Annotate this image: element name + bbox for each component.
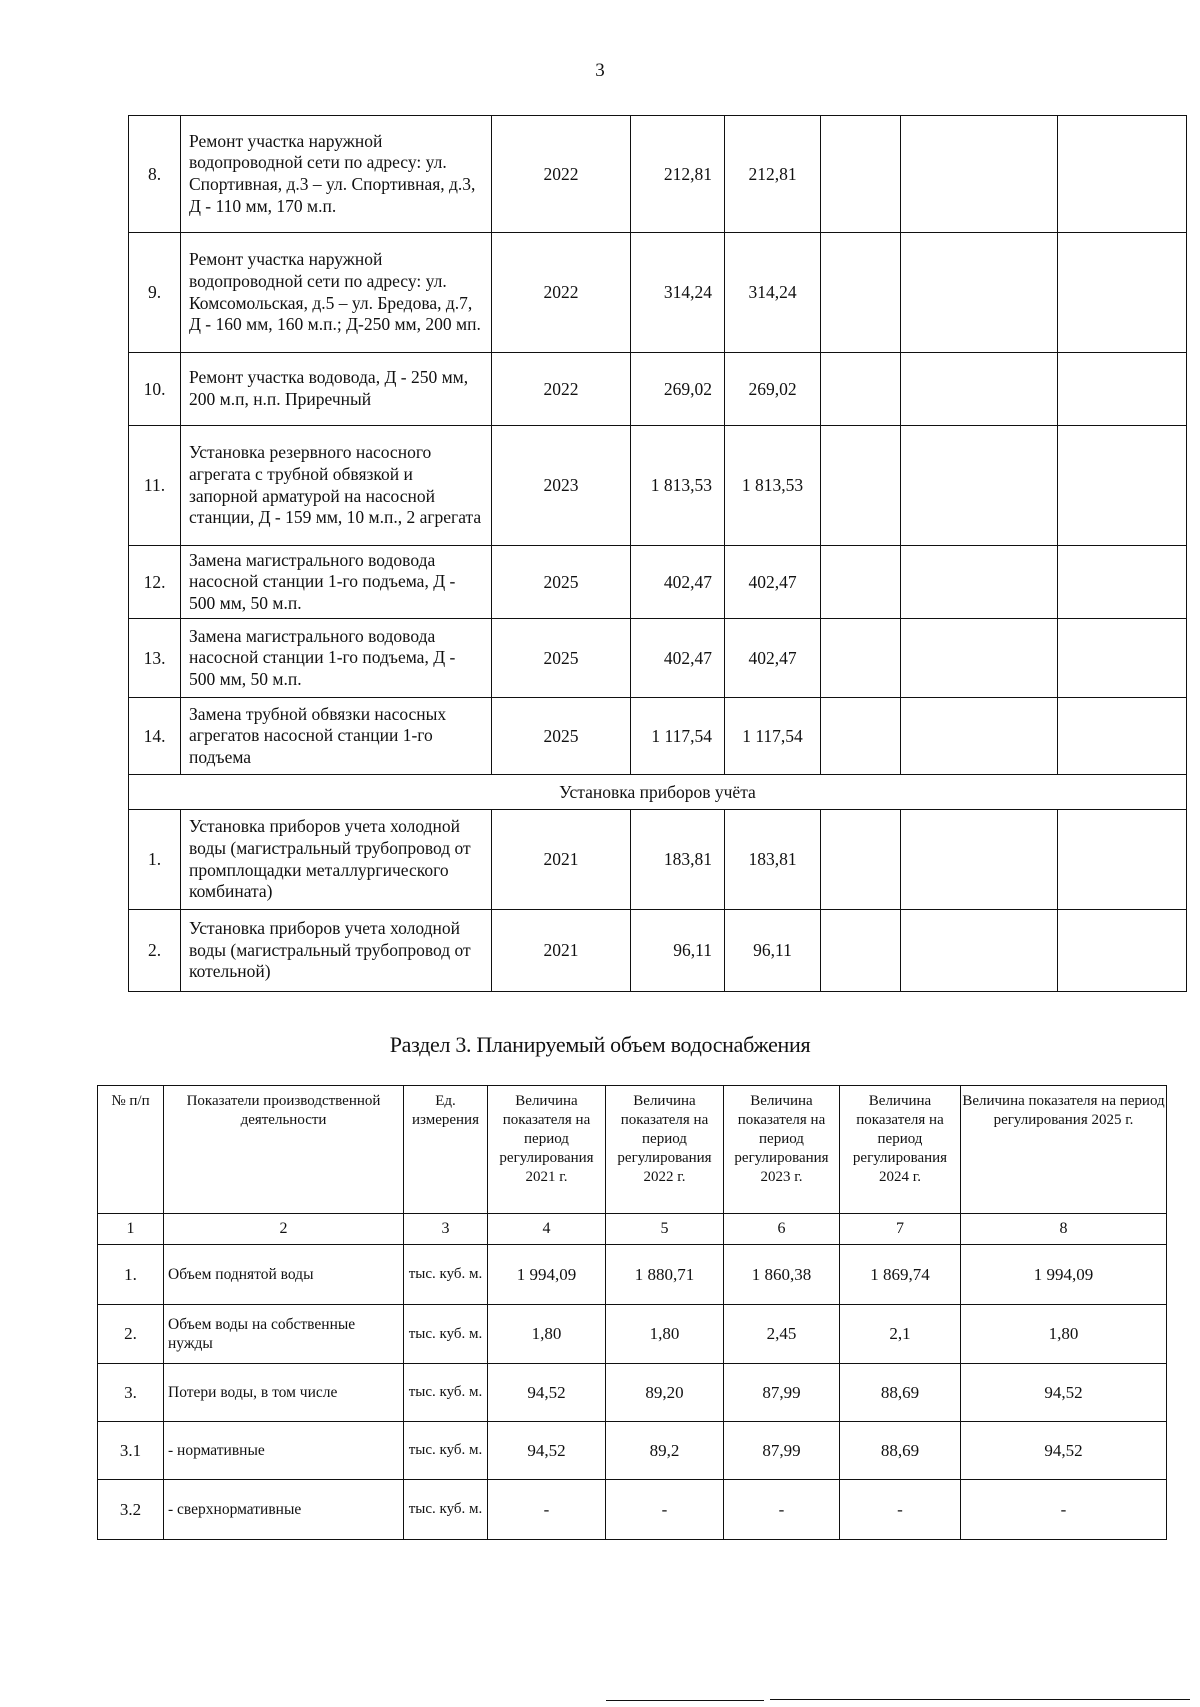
row-number: 3. — [98, 1364, 164, 1422]
page-number: 3 — [595, 60, 605, 81]
empty-cell — [821, 546, 901, 619]
empty-cell — [821, 426, 901, 546]
empty-cell — [821, 698, 901, 775]
row-description: Замена трубной обвязки насосных агрегатов насосной станции 1-го подъема — [181, 698, 492, 775]
row-year: 2025 — [492, 546, 631, 619]
table-row — [129, 546, 1187, 619]
row-cost: 402,47 — [631, 546, 725, 619]
row-label: - сверхнормативные — [164, 1480, 404, 1540]
empty-cell — [1058, 233, 1187, 353]
column-index-row — [98, 1214, 1167, 1245]
value-2024: 88,69 — [840, 1422, 961, 1480]
row-cost: 314,24 — [631, 233, 725, 353]
empty-cell — [1058, 810, 1187, 910]
column-index: 2 — [164, 1214, 404, 1245]
table-row — [129, 426, 1187, 546]
value-2025: 94,52 — [961, 1364, 1167, 1422]
table-row — [129, 810, 1187, 910]
column-index: 7 — [840, 1214, 961, 1245]
value-2024: - — [840, 1480, 961, 1540]
value-2025: - — [961, 1480, 1167, 1540]
row-cost: 183,81 — [631, 810, 725, 910]
row-description: Ремонт участка наружной водопроводной сети по адресу: ул. Комсомольская, д.5 – ул. Бредова, д.7, Д - 160 мм, 160 м.п.; Д-250 мм, 200 мп. — [181, 233, 492, 353]
value-2025: 94,52 — [961, 1422, 1167, 1480]
row-year: 2022 — [492, 353, 631, 426]
row-number: 12. — [129, 546, 181, 619]
table-row — [129, 233, 1187, 353]
row-unit: тыс. куб. м. — [404, 1305, 488, 1364]
row-cost-total: 96,11 — [725, 910, 821, 992]
row-cost: 96,11 — [631, 910, 725, 992]
row-number: 10. — [129, 353, 181, 426]
table-row — [129, 698, 1187, 775]
column-index: 1 — [98, 1214, 164, 1245]
empty-cell — [1058, 619, 1187, 698]
empty-cell — [821, 810, 901, 910]
row-cost: 1 117,54 — [631, 698, 725, 775]
empty-cell — [901, 810, 1058, 910]
row-year: 2025 — [492, 619, 631, 698]
row-description: Установка приборов учета холодной воды (магистральный трубопровод от промплощадки металлургического комбината) — [181, 810, 492, 910]
empty-cell — [1058, 546, 1187, 619]
empty-cell — [901, 353, 1058, 426]
header-cell: Величина показателя на период регулирования 2025 г. — [961, 1086, 1167, 1214]
row-number: 3.1 — [98, 1422, 164, 1480]
row-year: 2021 — [492, 910, 631, 992]
row-cost: 402,47 — [631, 619, 725, 698]
row-cost: 1 813,53 — [631, 426, 725, 546]
table-row — [98, 1245, 1167, 1305]
capital-repairs-table — [128, 115, 1187, 992]
empty-cell — [1058, 116, 1187, 233]
table-row — [98, 1480, 1167, 1540]
row-cost-total: 402,47 — [725, 619, 821, 698]
row-description: Установка резервного насосного агрегата с трубной обвязкой и запорной арматурой на насосной станции, Д - 159 мм, 10 м.п., 2 агрегата — [181, 426, 492, 546]
row-number: 13. — [129, 619, 181, 698]
table-row — [129, 116, 1187, 233]
empty-cell — [821, 619, 901, 698]
value-2022: 1,80 — [606, 1305, 724, 1364]
table-row — [129, 910, 1187, 992]
empty-cell — [821, 116, 901, 233]
value-2023: 87,99 — [724, 1422, 840, 1480]
row-label: Потери воды, в том числе — [164, 1364, 404, 1422]
value-2024: 2,1 — [840, 1305, 961, 1364]
row-cost: 212,81 — [631, 116, 725, 233]
section-label: Установка приборов учёта — [129, 775, 1187, 810]
footer-line-left — [606, 1700, 764, 1701]
value-2023: 87,99 — [724, 1364, 840, 1422]
column-index: 6 — [724, 1214, 840, 1245]
column-index: 4 — [488, 1214, 606, 1245]
row-number: 14. — [129, 698, 181, 775]
empty-cell — [901, 910, 1058, 992]
row-number: 1. — [129, 810, 181, 910]
row-cost-total: 183,81 — [725, 810, 821, 910]
section-row — [129, 775, 1187, 810]
row-cost-total: 314,24 — [725, 233, 821, 353]
value-2022: 1 880,71 — [606, 1245, 724, 1305]
empty-cell — [821, 353, 901, 426]
empty-cell — [1058, 353, 1187, 426]
row-unit: тыс. куб. м. — [404, 1364, 488, 1422]
row-label: Объем поднятой воды — [164, 1245, 404, 1305]
row-number: 1. — [98, 1245, 164, 1305]
row-cost-total: 212,81 — [725, 116, 821, 233]
column-index: 3 — [404, 1214, 488, 1245]
table-row — [129, 353, 1187, 426]
row-year: 2022 — [492, 116, 631, 233]
row-description: Замена магистрального водовода насосной станции 1-го подъема, Д - 500 мм, 50 м.п. — [181, 546, 492, 619]
row-cost-total: 269,02 — [725, 353, 821, 426]
empty-cell — [901, 116, 1058, 233]
column-index: 8 — [961, 1214, 1167, 1245]
empty-cell — [901, 233, 1058, 353]
header-cell: Величина показателя на период регулирования 2023 г. — [724, 1086, 840, 1214]
empty-cell — [901, 698, 1058, 775]
header-cell: № п/п — [98, 1086, 164, 1214]
value-2021: 1,80 — [488, 1305, 606, 1364]
value-2023: 2,45 — [724, 1305, 840, 1364]
row-description: Ремонт участка наружной водопроводной сети по адресу: ул. Спортивная, д.3 – ул. Спортивная, д.3, Д - 110 мм, 170 м.п. — [181, 116, 492, 233]
header-row — [98, 1086, 1167, 1214]
empty-cell — [1058, 910, 1187, 992]
row-number: 3.2 — [98, 1480, 164, 1540]
row-number: 2. — [129, 910, 181, 992]
row-number: 9. — [129, 233, 181, 353]
table-row — [98, 1364, 1167, 1422]
header-cell: Показатели производственной деятельности — [164, 1086, 404, 1214]
row-number: 8. — [129, 116, 181, 233]
water-supply-volume-table — [97, 1085, 1167, 1540]
table-row — [129, 619, 1187, 698]
empty-cell — [901, 546, 1058, 619]
empty-cell — [901, 426, 1058, 546]
row-description: Замена магистрального водовода насосной станции 1-го подъема, Д - 500 мм, 50 м.п. — [181, 619, 492, 698]
table-row — [98, 1305, 1167, 1364]
empty-cell — [821, 910, 901, 992]
value-2023: - — [724, 1480, 840, 1540]
row-cost-total: 1 813,53 — [725, 426, 821, 546]
row-cost-total: 1 117,54 — [725, 698, 821, 775]
row-description: Ремонт участка водовода, Д - 250 мм, 200 м.п, н.п. Приречный — [181, 353, 492, 426]
value-2024: 88,69 — [840, 1364, 961, 1422]
value-2022: 89,20 — [606, 1364, 724, 1422]
empty-cell — [1058, 698, 1187, 775]
row-label: Объем воды на собственные нужды — [164, 1305, 404, 1364]
value-2022: - — [606, 1480, 724, 1540]
value-2025: 1 994,09 — [961, 1245, 1167, 1305]
section-3-title: Раздел 3. Планируемый объем водоснабжения — [389, 1032, 811, 1057]
row-description: Установка приборов учета холодной воды (магистральный трубопровод от котельной) — [181, 910, 492, 992]
value-2024: 1 869,74 — [840, 1245, 961, 1305]
empty-cell — [821, 233, 901, 353]
row-unit: тыс. куб. м. — [404, 1245, 488, 1305]
header-cell: Величина показателя на период регулирования 2022 г. — [606, 1086, 724, 1214]
value-2025: 1,80 — [961, 1305, 1167, 1364]
row-unit: тыс. куб. м. — [404, 1422, 488, 1480]
row-number: 11. — [129, 426, 181, 546]
row-year: 2023 — [492, 426, 631, 546]
row-year: 2025 — [492, 698, 631, 775]
empty-cell — [1058, 426, 1187, 546]
header-cell: Величина показателя на период регулирования 2024 г. — [840, 1086, 961, 1214]
value-2022: 89,2 — [606, 1422, 724, 1480]
empty-cell — [901, 619, 1058, 698]
row-number: 2. — [98, 1305, 164, 1364]
row-cost-total: 402,47 — [725, 546, 821, 619]
value-2021: 94,52 — [488, 1364, 606, 1422]
row-year: 2021 — [492, 810, 631, 910]
row-cost: 269,02 — [631, 353, 725, 426]
row-label: - нормативные — [164, 1422, 404, 1480]
row-year: 2022 — [492, 233, 631, 353]
value-2021: - — [488, 1480, 606, 1540]
row-unit: тыс. куб. м. — [404, 1480, 488, 1540]
table-row — [98, 1422, 1167, 1480]
value-2023: 1 860,38 — [724, 1245, 840, 1305]
footer-line-right — [770, 1699, 1190, 1700]
header-cell: Величина показателя на период регулирования 2021 г. — [488, 1086, 606, 1214]
column-index: 5 — [606, 1214, 724, 1245]
value-2021: 1 994,09 — [488, 1245, 606, 1305]
header-cell: Ед. измерения — [404, 1086, 488, 1214]
value-2021: 94,52 — [488, 1422, 606, 1480]
